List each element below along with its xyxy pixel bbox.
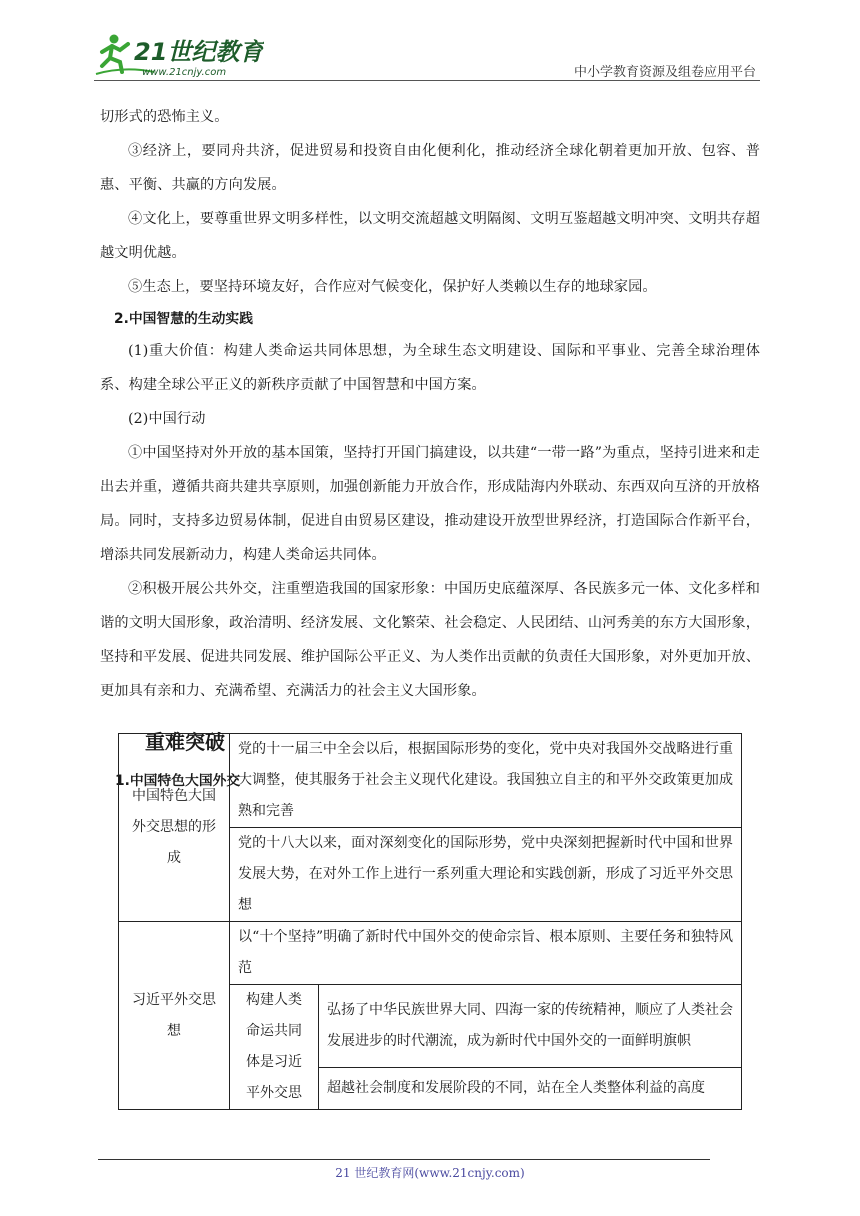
table-cell-formation-b: 党的十八大以来，面对深刻变化的国际形势，党中央深刻把握新时代中国和世界发展大势，在对外工作上进行一系列重大理论和实践创新，形成了习近平外交思想 (230, 828, 742, 922)
heading-china-wisdom: 2.中国智慧的生动实践 (114, 311, 254, 327)
paragraph-major-value: (1)重大价值：构建人类命运共同体思想，为全球生态文明建设、国际和平事业、完善全球治理体系、构建全球公平正义的新秩序贡献了中国智慧和中国方案。 (100, 343, 760, 393)
paragraph-public-diplomacy: ②积极开展公共外交，注重塑造我国的国家形象：中国历史底蕴深厚、各民族多元一体、文化多样和谐的文明大国形象，政治清明、经济发展、文化繁荣、社会稳定、人民团结、山河秀美的东方大国形象，坚持和平发展、促进共同发展、维护国际公平正义、为人类作出贡献的负责任大国形象，对外更加开放、更加具有亲和力、充满希望、充满活力的社会主义大国形象。 (100, 581, 760, 699)
page-header (94, 26, 760, 82)
table-cell-formation-label: 中国特色大国外交思想的形成 (119, 734, 230, 922)
footer-link[interactable]: 21 世纪教育网(www.21cnjy.com) (335, 1166, 525, 1180)
table-cell-community-b: 超越社会制度和发展阶段的不同，站在全人类整体利益的高度 (319, 1067, 742, 1109)
diplomacy-table (118, 733, 742, 1110)
table-title: 1.中国特色大国外交 (115, 773, 241, 789)
paragraph-opening-up: ①中国坚持对外开放的基本国策，坚持打开国门搞建设，以共建“一带一路”为重点，坚持引进来和走出去并重，遵循共商共建共享原则，加强创新能力开放合作，形成陆海内外联动、东西双向互济的开放格局。同时，支持多边贸易体制，促进自由贸易区建设，推动建设开放型世界经济，打造国际合作新平台，增添共同发展新动力，构建人类命运共同体。 (100, 445, 760, 563)
paragraph-china-action: (2)中国行动 (128, 411, 206, 427)
paragraph-culture: ④文化上，要尊重世界文明多样性，以文明交流超越文明隔阂、文明互鉴超越文明冲突、文明共存超越文明优越。 (100, 211, 760, 261)
paragraph-ecology: ⑤生态上，要坚持环境友好，合作应对气候变化，保护好人类赖以生存的地球家园。 (128, 279, 657, 295)
table-cell-formation-a: 党的十一届三中全会以后，根据国际形势的变化，党中央对我国外交战略进行重大调整，使其服务于社会主义现代化建设。我国独立自主的和平外交政策更加成熟和完善 (230, 734, 742, 828)
logo-sub-text: www.21cnjy.com (142, 67, 227, 78)
paragraph-economy: ③经济上，要同舟共济，促进贸易和投资自由化便利化，推动经济全球化朝着更加开放、包容、普惠、平衡、共赢的方向发展。 (100, 143, 760, 193)
footer-divider (98, 1159, 710, 1160)
document-body (100, 100, 760, 796)
header-divider (94, 80, 760, 81)
section-title: 重难突破 (145, 730, 225, 754)
runner-logo-icon (94, 32, 264, 78)
site-logo[interactable] (94, 32, 264, 78)
table-cell-community-label: 构建人类命运共同体是习近平外交思 (230, 985, 319, 1110)
table-cell-community-a: 弘扬了中华民族世界大同、四海一家的传统精神，顺应了人类社会发展进步的时代潮流，成为新时代中国外交的一面鲜明旗帜 (319, 985, 742, 1068)
table-cell-thought-label: 习近平外交思想 (119, 922, 230, 1110)
paragraph-terrorism-end: 切形式的恐怖主义。 (100, 109, 229, 125)
logo-main-text: 21世纪教育 (134, 38, 264, 66)
header-platform-text: 中小学教育资源及组卷应用平台 (573, 65, 756, 80)
table-cell-thought-a: 以“十个坚持”明确了新时代中国外交的使命宗旨、根本原则、主要任务和独特风范 (230, 922, 742, 985)
